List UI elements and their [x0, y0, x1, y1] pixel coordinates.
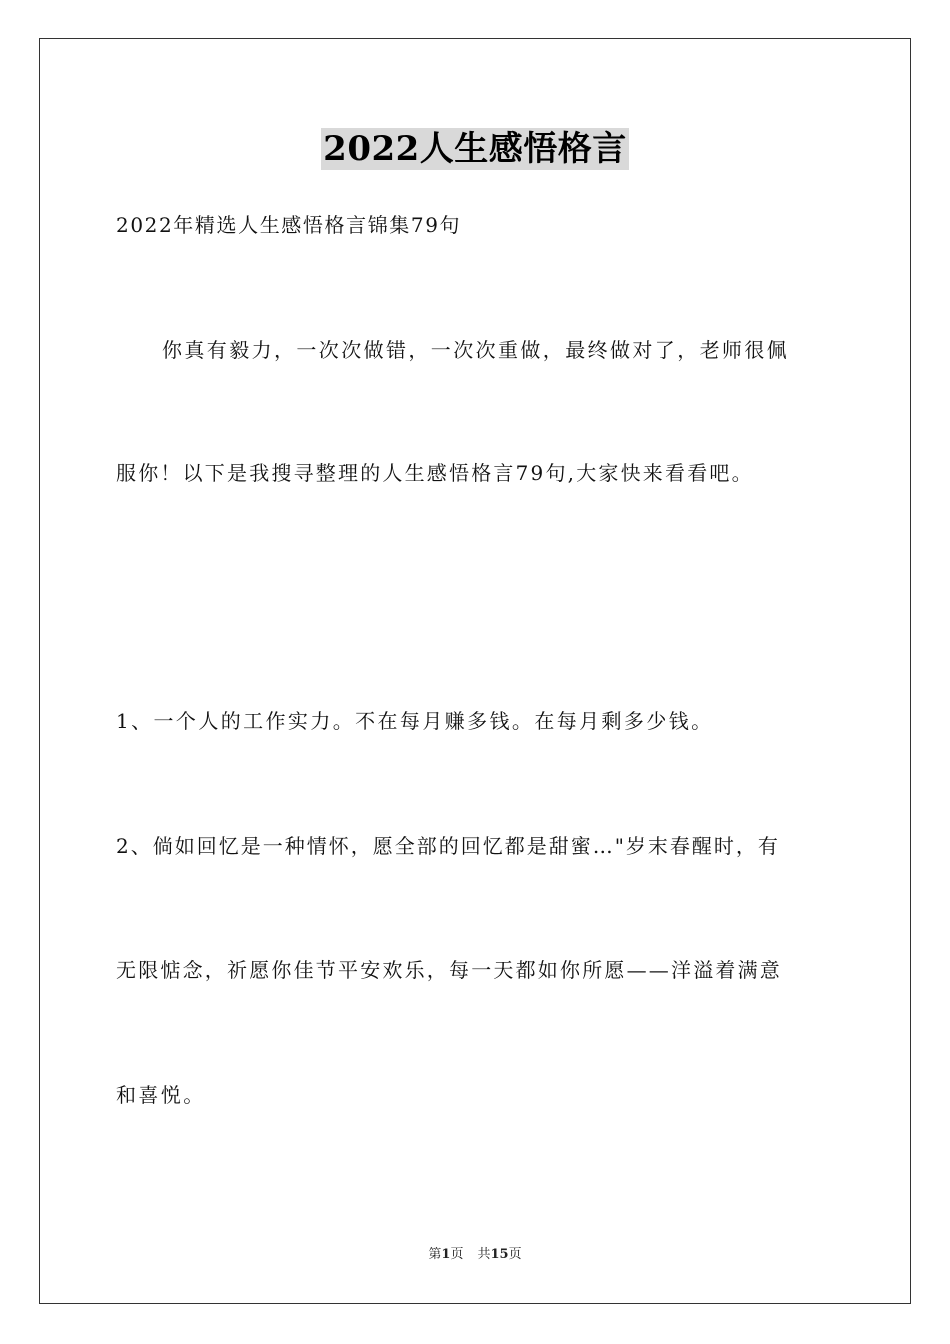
document-subtitle: 2022年精选人生感悟格言锦集79句	[116, 213, 462, 237]
footer-total-suffix: 页	[508, 1247, 522, 1262]
intro-paragraph-line-2: 服你！以下是我搜寻整理的人生感悟格言79句,大家快来看看吧。	[116, 461, 754, 485]
quote-item-1: 1、一个人的工作实力。不在每月赚多钱。在每月剩多少钱。	[116, 709, 714, 733]
footer-page-prefix: 第	[428, 1247, 442, 1262]
quote-item-2-line-1: 2、倘如回忆是一种情怀，愿全部的回忆都是甜蜜…"岁末春醒时，有	[116, 834, 780, 858]
footer-page-number: 1	[441, 1247, 451, 1262]
footer-page-suffix: 页	[450, 1247, 464, 1262]
quote-item-2-line-2: 无限惦念，祈愿你佳节平安欢乐，每一天都如你所愿——洋溢着满意	[116, 958, 782, 982]
document-title-text: 2022人生感悟格言	[323, 129, 627, 169]
footer-total-prefix: 共	[477, 1247, 491, 1262]
intro-paragraph-line-1: 你真有毅力，一次次做错，一次次重做，最终做对了，老师很佩	[162, 338, 790, 362]
document-title	[0, 128, 950, 170]
footer-total-pages: 15	[490, 1247, 509, 1262]
quote-item-2-line-3: 和喜悦。	[116, 1083, 206, 1107]
page-footer	[0, 1246, 950, 1264]
